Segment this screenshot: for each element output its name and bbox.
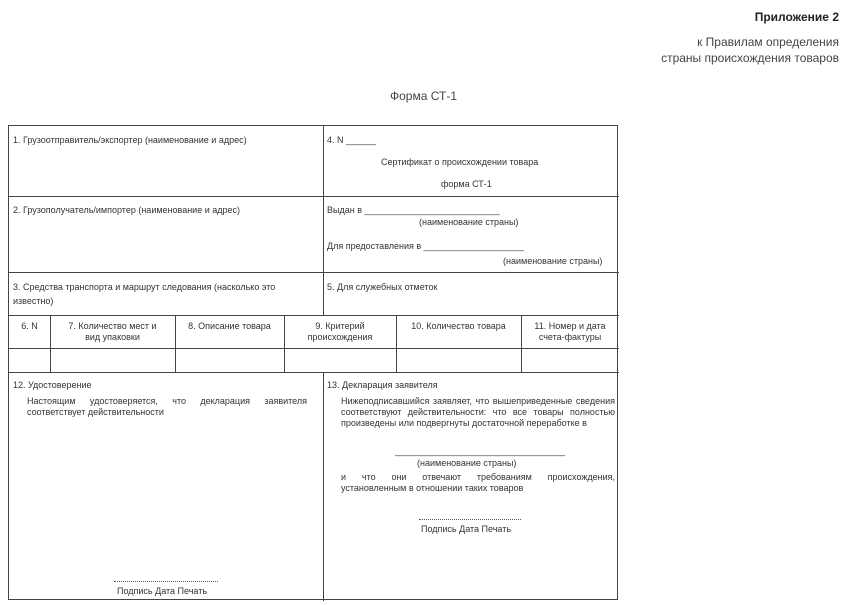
box13-text2: и что они отвечают требованиям происхождения, установленным в отношении таких товаров (341, 472, 615, 493)
form-title: Форма СТ-1 (390, 89, 457, 103)
table-header-criterion-line2: происхождения (307, 332, 373, 342)
table-header-criterion-line1: 9. Критерий (315, 321, 365, 331)
divider-table-top (9, 315, 619, 316)
table-header-invoice (521, 321, 619, 343)
divider-col-top (323, 126, 324, 315)
box3-transport-label-line1: 3. Средства транспорта и маршрут следования (насколько это (13, 282, 276, 292)
divider-col-bottom (323, 372, 324, 601)
box12-signature-caption: Подпись Дата Печать (117, 586, 208, 596)
divider-1-2 (9, 196, 323, 197)
box13-country-caption: (наименование страны) (417, 458, 517, 468)
box12-title: 12. Удостоверение (13, 380, 92, 390)
table-header-quantity (396, 321, 521, 332)
table-header-quantity-line1: 10. Количество товара (411, 321, 506, 331)
presentation-field: Для предоставления в ____________________ (327, 241, 524, 251)
table-header-packages-line1: 7. Количество мест и (68, 321, 157, 331)
table-header-packages (50, 321, 175, 343)
appendix-subtitle-line2: страны происхождения товаров (661, 51, 839, 65)
box5-service-marks-label: 5. Для служебных отметок (327, 282, 438, 292)
table-header-packages-line2: вид упаковки (85, 332, 140, 342)
box3-transport-label-line2: известно) (13, 296, 54, 306)
box13-country-blank: __________________________________ (395, 446, 566, 456)
certificate-form-label: форма СТ-1 (441, 179, 492, 189)
issued-in-field: Выдан в ___________________________ (327, 205, 500, 215)
box13-title: 13. Декларация заявителя (327, 380, 438, 390)
appendix-subtitle-line1: к Правилам определения (697, 35, 839, 49)
divider-4-title (323, 196, 619, 197)
divider-table-bottom (9, 372, 619, 373)
table-header-description-line1: 8. Описание товара (188, 321, 271, 331)
table-header-criterion (284, 321, 396, 343)
box13-signature-line (419, 519, 521, 520)
table-header-invoice-line2: счета-фактуры (538, 332, 602, 342)
presentation-caption: (наименование страны) (503, 256, 603, 266)
box12-text: Настоящим удостоверяется, что декларация заявителя соответствует действительности (27, 396, 307, 417)
divider-row3 (9, 272, 619, 273)
divider-table-header (9, 348, 619, 349)
box2-consignee-label: 2. Грузополучатель/импортер (наименование и адрес) (13, 205, 240, 215)
table-header-number-line1: 6. N (21, 321, 38, 331)
certificate-title: Сертификат о происхождении товара (381, 157, 539, 167)
box1-shipper-label: 1. Грузоотправитель/экспортер (наименование и адрес) (13, 135, 247, 145)
table-header-invoice-line1: 11. Номер и дата (534, 321, 606, 331)
box12-signature-line (114, 581, 218, 582)
box4-number: 4. N ______ (327, 135, 377, 145)
certificate-form (8, 125, 618, 600)
appendix-subtitle (661, 34, 839, 66)
table-header-description (175, 321, 284, 332)
issued-in-caption: (наименование страны) (419, 217, 519, 227)
box13-text1: Нижеподписавшийся заявляет, что вышеприведенные сведения соответствуют действительности: что все товары полностью произведены или подвергнуты достаточной переработке в (341, 396, 615, 428)
box13-signature-caption: Подпись Дата Печать (421, 524, 512, 534)
table-header-number (9, 321, 50, 332)
appendix-title: Приложение 2 (754, 10, 839, 24)
